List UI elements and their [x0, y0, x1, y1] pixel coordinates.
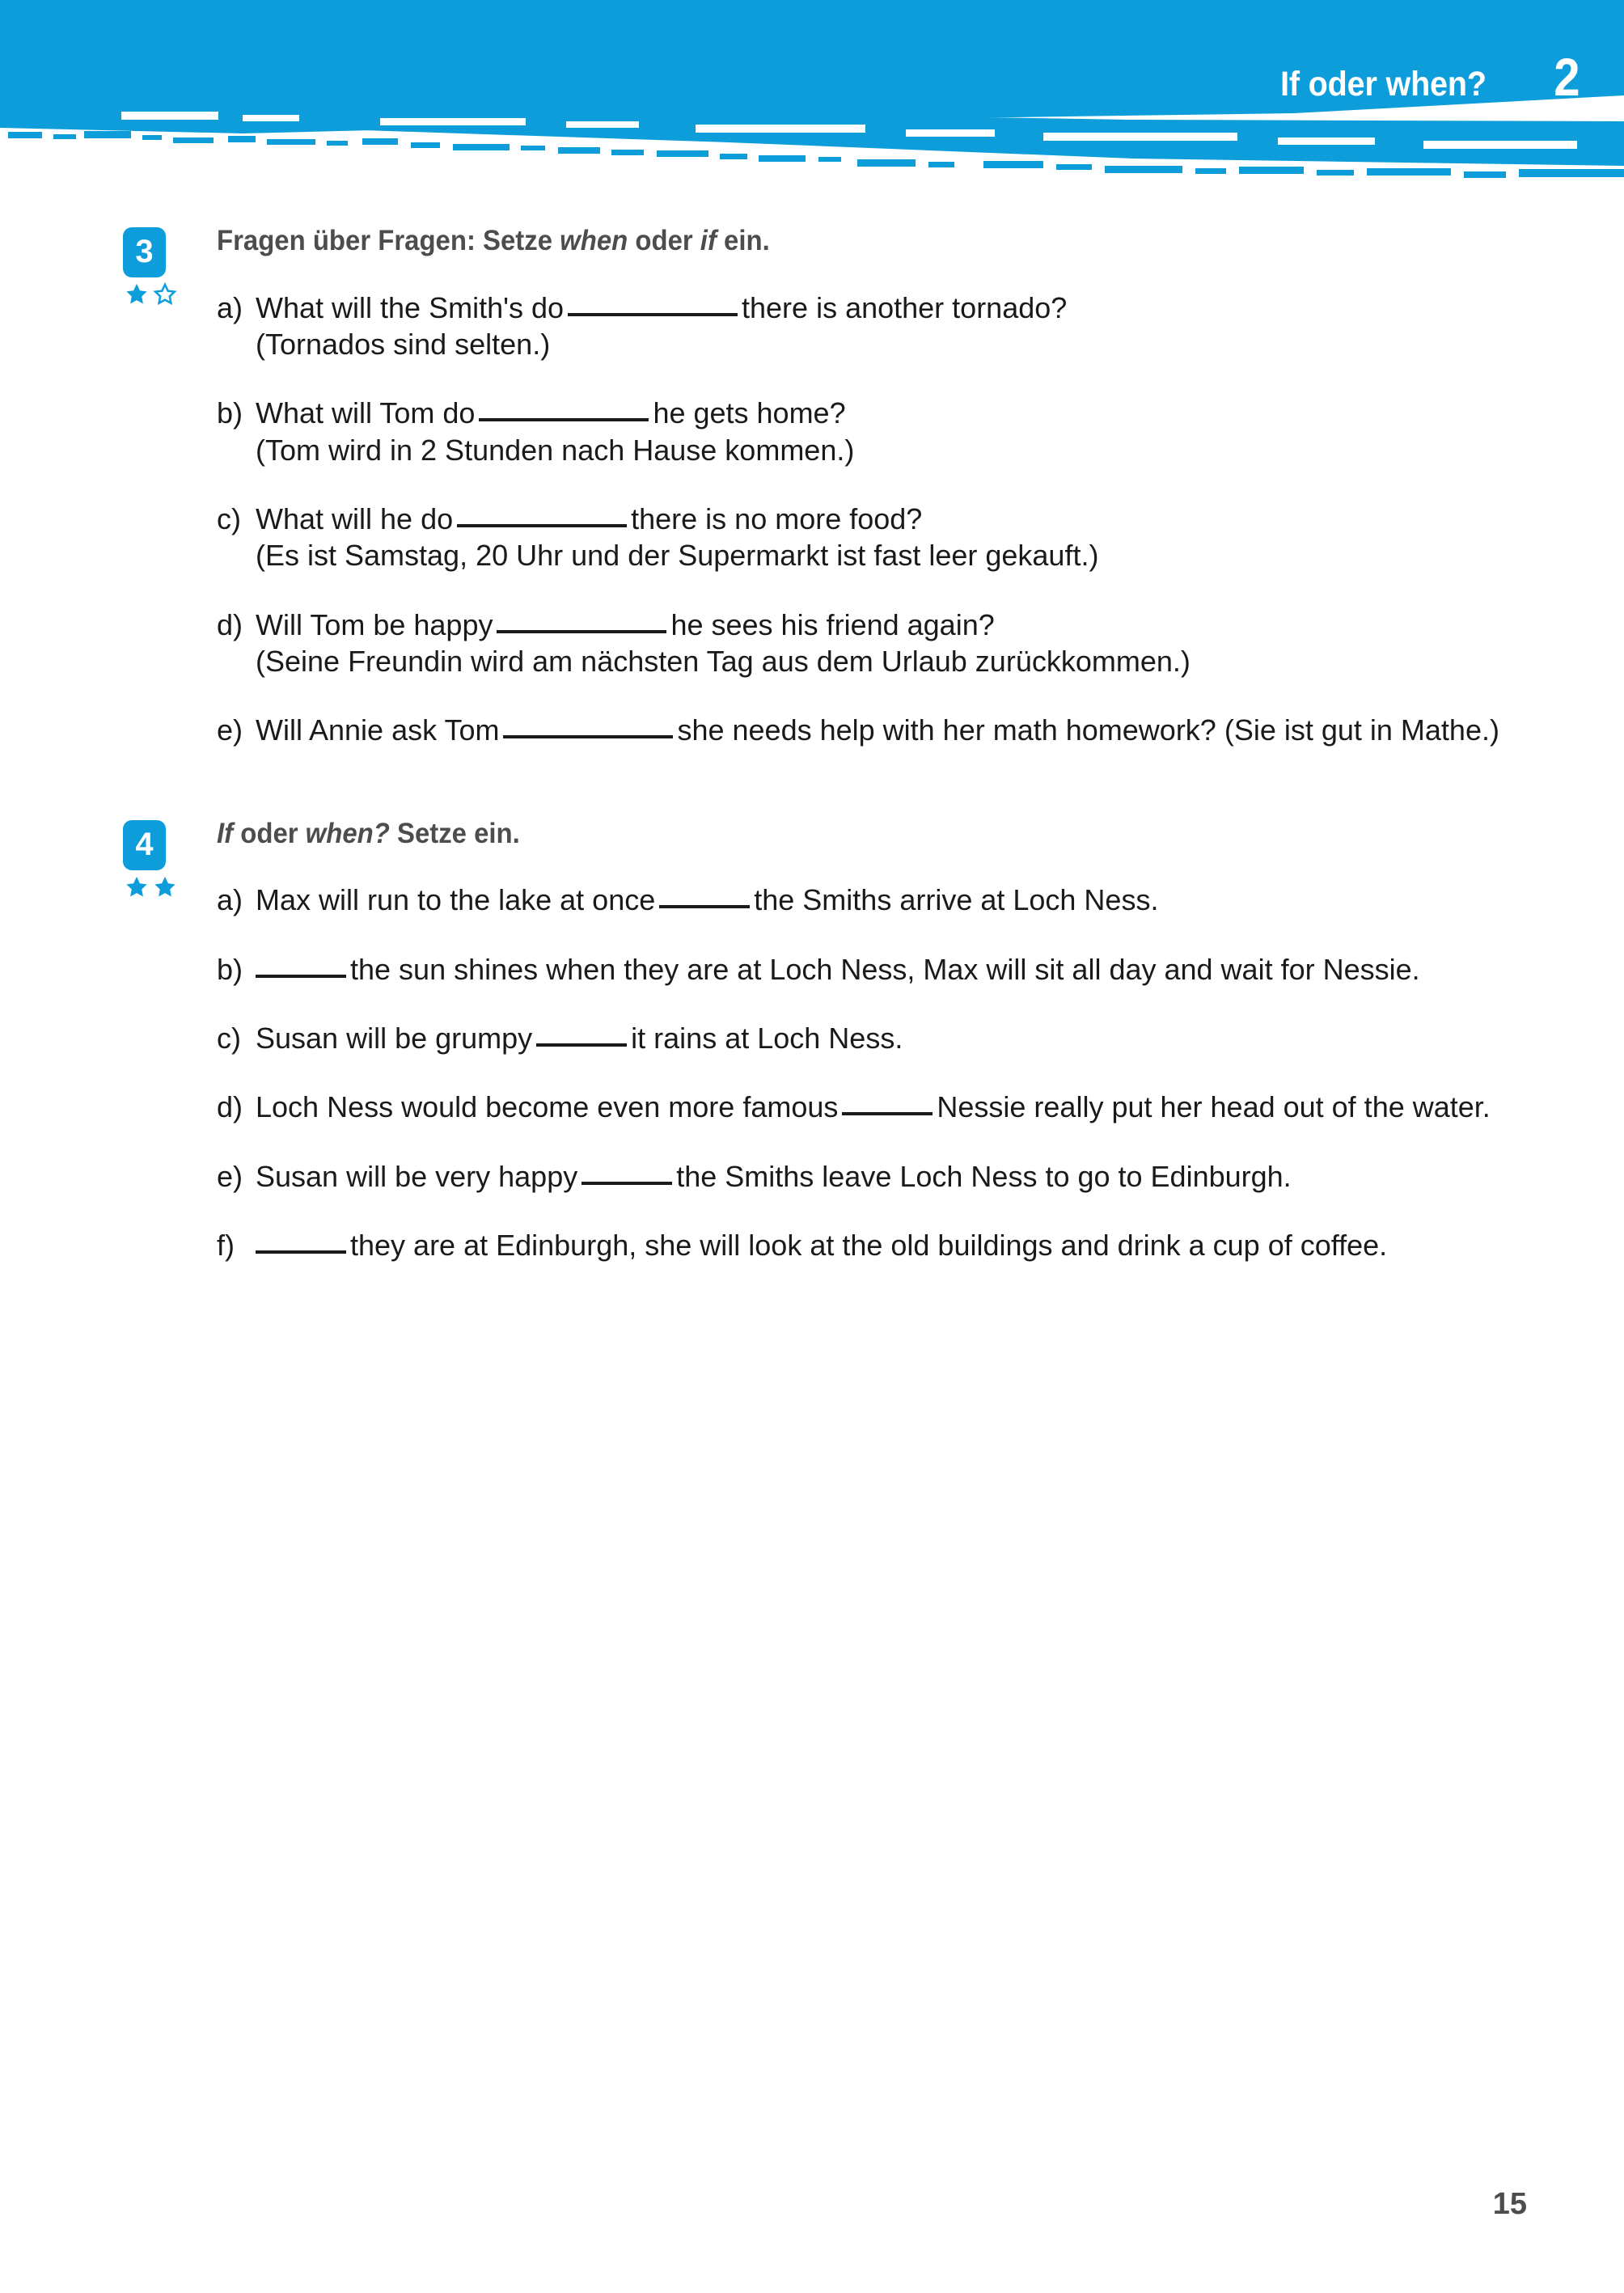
item-label: f) — [217, 1229, 235, 1263]
star-outline-icon — [151, 281, 179, 307]
chapter-number: 2 — [1554, 47, 1580, 107]
chapter-title: If oder when? — [1280, 65, 1487, 104]
fill-in-blank[interactable] — [457, 524, 627, 527]
star-filled-icon — [151, 874, 179, 900]
exercise-3-item-c — [217, 501, 1527, 574]
fill-in-blank[interactable] — [503, 735, 673, 738]
exercise-4-title — [217, 819, 1448, 850]
fill-in-blank[interactable] — [568, 313, 738, 316]
exercise-3-item-d — [217, 607, 1527, 680]
item-body — [256, 290, 1517, 363]
fill-in-blank[interactable] — [842, 1112, 933, 1115]
exercise-3-item-a — [217, 290, 1527, 363]
item-label: c) — [217, 501, 241, 535]
item-text-before: What will Tom do — [256, 396, 476, 430]
item-body — [256, 395, 1517, 468]
exercise-3-number-badge: 3 — [123, 227, 166, 277]
exercise-4-item-d — [217, 1089, 1527, 1125]
page-number: 15 — [1492, 2187, 1527, 2221]
exercise-3-item-b — [217, 395, 1527, 468]
item-text-after: the sun shines when they are at Loch Ness, Max will sit all day and wait for Nessie. — [350, 952, 1420, 986]
exercise-4-title-part-2: when? — [305, 817, 390, 849]
exercise-4-item-e — [217, 1158, 1527, 1195]
item-label: b) — [217, 952, 243, 986]
exercise-4-title-part-1: oder — [233, 817, 306, 849]
item-label: e) — [217, 1159, 243, 1193]
item-body — [256, 712, 1517, 748]
exercise-3-title-part-2: oder — [628, 225, 700, 257]
item-text-before: Loch Ness would become even more famous — [256, 1090, 839, 1124]
exercise-3-marker — [123, 227, 212, 307]
item-text-after: she needs help with her math homework? (Sie ist gut in Mathe.) — [677, 713, 1499, 747]
item-body — [256, 1158, 1517, 1195]
item-text-after: he sees his friend again? — [670, 607, 995, 641]
exercise-3-difficulty-stars — [123, 281, 212, 307]
exercise-4-item-f — [217, 1227, 1527, 1263]
item-text-after: Nessie really put her head out of the water. — [937, 1090, 1491, 1124]
star-filled-icon — [123, 281, 150, 307]
exercise-4-difficulty-stars — [123, 874, 212, 900]
item-hint: (Es ist Samstag, 20 Uhr und der Supermarkt ist fast leer gekauft.) — [256, 539, 1099, 573]
item-text-before: What will the Smith's do — [256, 290, 565, 324]
item-body — [256, 951, 1517, 988]
item-label: c) — [217, 1022, 241, 1055]
item-label: d) — [217, 607, 243, 641]
fill-in-blank[interactable] — [497, 630, 666, 633]
item-body — [256, 1089, 1517, 1125]
star-filled-icon — [123, 874, 150, 900]
exercise-4-title-part-3: Setze ein. — [389, 817, 520, 849]
exercise-3-item-e — [217, 712, 1527, 748]
exercise-4-items — [217, 882, 1527, 1263]
item-body — [256, 501, 1517, 574]
exercise-4-item-a — [217, 882, 1527, 918]
item-body — [256, 1020, 1517, 1056]
item-hint: (Tom wird in 2 Stunden nach Hause kommen.) — [256, 433, 855, 467]
exercise-3-title-part-1: when — [560, 225, 628, 257]
fill-in-blank[interactable] — [659, 905, 750, 908]
fill-in-blank[interactable] — [479, 418, 649, 421]
item-text-after: it rains at Loch Ness. — [631, 1022, 903, 1055]
item-label: a) — [217, 883, 243, 917]
item-text-before: Susan will be grumpy — [256, 1022, 533, 1055]
exercise-3 — [0, 226, 1624, 749]
item-text-before: Max will run to the lake at once — [256, 883, 656, 917]
item-label: a) — [217, 290, 243, 324]
item-label: b) — [217, 396, 243, 430]
exercise-4-item-b — [217, 951, 1527, 988]
item-text-after: there is another tornado? — [742, 290, 1068, 324]
item-label: e) — [217, 713, 243, 747]
exercise-4-marker — [123, 820, 212, 900]
fill-in-blank[interactable] — [582, 1182, 672, 1185]
exercise-3-title — [217, 226, 1448, 257]
fill-in-blank[interactable] — [536, 1043, 627, 1047]
item-label: d) — [217, 1090, 243, 1124]
exercise-4-number-badge: 4 — [123, 820, 166, 870]
exercise-3-title-part-3: if — [700, 225, 717, 257]
exercise-4 — [0, 819, 1624, 1264]
item-text-after: they are at Edinburgh, she will look at the old buildings and drink a cup of coffee. — [350, 1229, 1388, 1263]
exercise-4-item-c — [217, 1020, 1527, 1056]
item-hint: (Seine Freundin wird am nächsten Tag aus dem Urlaub zurückkommen.) — [256, 645, 1191, 679]
item-text-after: he gets home? — [653, 396, 846, 430]
exercise-3-title-part-0: Fragen über Fragen: Setze — [217, 225, 560, 257]
page-header — [0, 0, 1624, 202]
item-text-before: Susan will be very happy — [256, 1159, 578, 1193]
exercise-4-title-part-0: If — [217, 817, 234, 849]
item-text-before: What will he do — [256, 501, 454, 535]
worksheet-content — [0, 202, 1624, 1296]
exercise-3-title-part-4: ein. — [716, 225, 770, 257]
item-text-after: the Smiths arrive at Loch Ness. — [754, 883, 1159, 917]
item-text-before: Will Annie ask Tom — [256, 713, 500, 747]
item-text-before: Will Tom be happy — [256, 607, 493, 641]
item-body — [256, 882, 1517, 918]
item-hint: (Tornados sind selten.) — [256, 327, 551, 361]
item-body — [256, 607, 1517, 680]
item-text-after: the Smiths leave Loch Ness to go to Edinburgh. — [676, 1159, 1292, 1193]
fill-in-blank[interactable] — [256, 1250, 346, 1254]
item-text-after: there is no more food? — [631, 501, 923, 535]
exercise-3-items — [217, 290, 1527, 749]
fill-in-blank[interactable] — [256, 975, 346, 978]
item-body — [256, 1227, 1517, 1263]
